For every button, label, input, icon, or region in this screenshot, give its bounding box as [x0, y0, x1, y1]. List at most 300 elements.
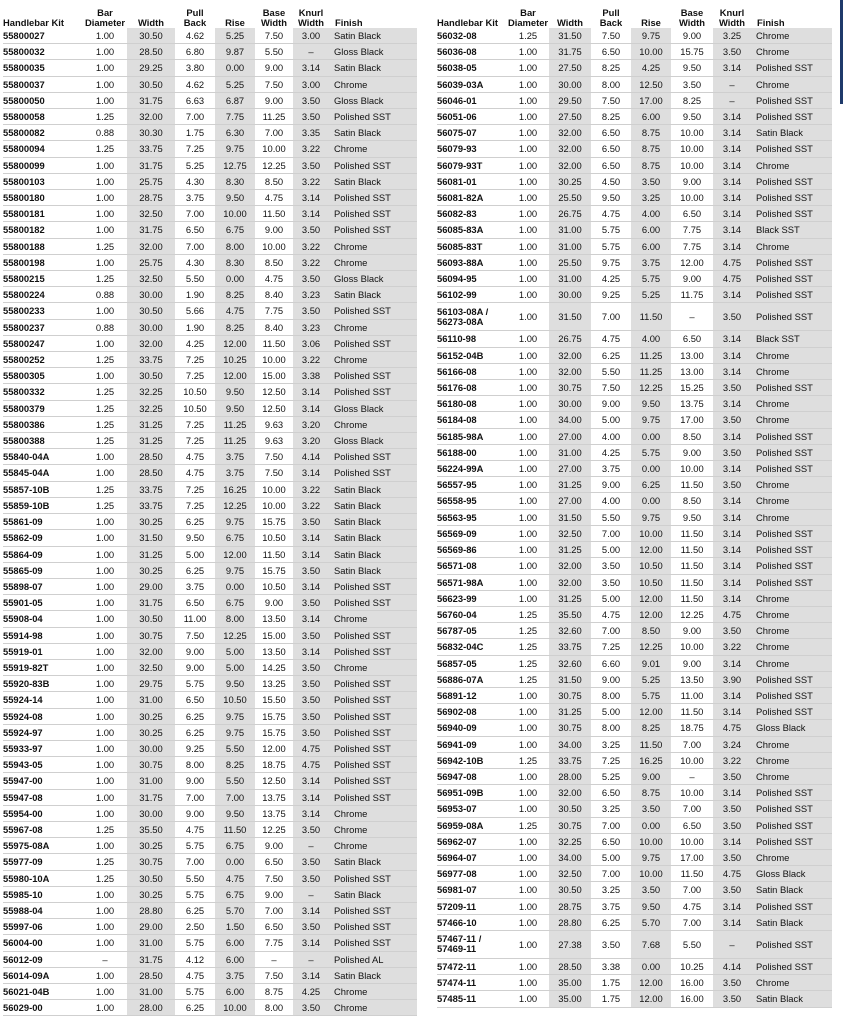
cell-pull-back: 6.50 [591, 141, 631, 157]
cell-width: 33.75 [549, 752, 591, 768]
cell-width: 30.50 [127, 870, 175, 886]
cell-rise: 10.50 [631, 574, 671, 590]
cell-finish: Polished SST [751, 380, 832, 396]
cell-bar-diameter: 1.25 [83, 271, 127, 287]
cell-kit: 55980-10A [3, 870, 83, 886]
cell-width: 31.75 [127, 157, 175, 173]
cell-base-width: 7.75 [255, 303, 293, 319]
cell-kit: 55800182 [3, 222, 83, 238]
cell-knurl-width: 3.50 [713, 768, 751, 784]
cell-width: 32.00 [549, 125, 591, 141]
cell-finish: Chrome [751, 623, 832, 639]
cell-kit: 56569-86 [437, 542, 507, 558]
cell-rise: 12.25 [215, 627, 255, 643]
table-row [3, 902, 417, 918]
cell-knurl-width: 3.00 [293, 28, 329, 44]
cell-finish: Chrome [751, 238, 832, 254]
cell-knurl-width: 3.50 [293, 708, 329, 724]
table-row [437, 477, 832, 493]
cell-finish: Gloss Black [329, 433, 417, 449]
cell-rise: 11.50 [215, 821, 255, 837]
cell-base-width: 9.63 [255, 433, 293, 449]
cell-pull-back: 5.50 [175, 271, 215, 287]
cell-knurl-width: 3.14 [293, 611, 329, 627]
cell-finish: Polished SST [751, 428, 832, 444]
cell-width: 26.75 [549, 206, 591, 222]
cell-width: 30.25 [127, 838, 175, 854]
cell-bar-diameter: 1.00 [507, 173, 549, 189]
cell-rise: 9.00 [631, 768, 671, 784]
cell-knurl-width: 3.38 [293, 368, 329, 384]
cell-kit: 55975-08A [3, 838, 83, 854]
cell-base-width: 10.00 [671, 461, 713, 477]
cell-kit: 56981-07 [437, 882, 507, 898]
cell-finish: Satin Black [329, 967, 417, 983]
table-row [3, 724, 417, 740]
cell-rise: 12.25 [631, 639, 671, 655]
cell-kit: 55947-00 [3, 773, 83, 789]
cell-finish: Satin Black [329, 886, 417, 902]
cell-width: 31.75 [127, 595, 175, 611]
table-row [437, 752, 832, 768]
cell-base-width: 10.00 [255, 141, 293, 157]
cell-rise: 9.87 [215, 44, 255, 60]
cell-width: 31.00 [127, 983, 175, 999]
cell-bar-diameter: 1.00 [83, 28, 127, 44]
cell-bar-diameter: 1.00 [83, 983, 127, 999]
cell-width: 33.75 [127, 141, 175, 157]
cell-finish: Polished SST [329, 303, 417, 319]
cell-bar-diameter: 1.00 [83, 190, 127, 206]
cell-rise: 6.00 [631, 238, 671, 254]
cell-width: 30.50 [127, 611, 175, 627]
cell-knurl-width: – [293, 838, 329, 854]
cell-width: 27.38 [549, 930, 591, 958]
cell-bar-diameter: 1.00 [507, 141, 549, 157]
cell-knurl-width: 3.50 [293, 919, 329, 935]
cell-width: 31.25 [549, 704, 591, 720]
cell-bar-diameter: 1.00 [83, 92, 127, 108]
cell-base-width: 11.50 [671, 590, 713, 606]
cell-bar-diameter: 1.25 [83, 481, 127, 497]
cell-finish: Chrome [751, 347, 832, 363]
cell-pull-back: 7.25 [591, 639, 631, 655]
cell-knurl-width: 3.14 [293, 60, 329, 76]
table-row [437, 60, 832, 76]
cell-kit: 56977-08 [437, 866, 507, 882]
cell-kit: 55943-05 [3, 757, 83, 773]
cell-rise: 3.25 [631, 190, 671, 206]
cell-finish: Satin Black [329, 28, 417, 44]
table-row [3, 125, 417, 141]
cell-pull-back: 5.75 [591, 238, 631, 254]
cell-kit: 56166-08 [437, 363, 507, 379]
cell-finish: Polished SST [751, 444, 832, 460]
cell-width: 30.75 [127, 854, 175, 870]
cell-base-width: 7.00 [671, 736, 713, 752]
cell-finish: Chrome [751, 768, 832, 784]
cell-knurl-width: 3.50 [293, 659, 329, 675]
cell-knurl-width: 3.14 [713, 60, 751, 76]
cell-bar-diameter: 1.00 [83, 514, 127, 530]
col-header-rise: Rise [225, 17, 245, 28]
cell-kit: 56951-09B [437, 785, 507, 801]
cell-kit: 56085-83T [437, 238, 507, 254]
cell-pull-back: 7.25 [175, 481, 215, 497]
cell-width: 30.75 [127, 627, 175, 643]
table-row [437, 238, 832, 254]
cell-knurl-width: 3.50 [713, 801, 751, 817]
cell-width: 27.50 [549, 109, 591, 125]
cell-finish: Polished SST [329, 935, 417, 951]
cell-finish: Polished SST [751, 287, 832, 303]
cell-finish: Gloss Black [329, 400, 417, 416]
cell-bar-diameter: 1.00 [83, 44, 127, 60]
cell-width: 32.00 [549, 347, 591, 363]
cell-kit: 56081-82A [437, 190, 507, 206]
cell-rise: 9.50 [215, 676, 255, 692]
cell-width: 32.00 [549, 157, 591, 173]
table-row [3, 692, 417, 708]
cell-base-width: 12.50 [255, 384, 293, 400]
cell-base-width: 11.50 [671, 866, 713, 882]
cell-finish: Polished SST [329, 157, 417, 173]
cell-width: 30.25 [549, 173, 591, 189]
cell-rise: 8.75 [631, 125, 671, 141]
cell-bar-diameter: 1.00 [83, 773, 127, 789]
table-row [3, 271, 417, 287]
cell-bar-diameter: 1.00 [507, 125, 549, 141]
cell-pull-back: 5.75 [175, 983, 215, 999]
cell-finish: Gloss Black [329, 44, 417, 60]
cell-pull-back: 5.25 [591, 768, 631, 784]
cell-width: 30.00 [127, 319, 175, 335]
table-row [437, 606, 832, 622]
cell-finish: Satin Black [329, 60, 417, 76]
table-row [437, 736, 832, 752]
cell-finish: Satin Black [751, 914, 832, 930]
cell-pull-back: 9.00 [591, 477, 631, 493]
cell-width: 35.00 [549, 975, 591, 991]
cell-rise: 5.75 [631, 687, 671, 703]
cell-knurl-width: 3.22 [293, 254, 329, 270]
cell-knurl-width: 3.14 [713, 363, 751, 379]
cell-width: 27.00 [549, 493, 591, 509]
cell-bar-diameter: 1.00 [507, 509, 549, 525]
cell-rise: 1.50 [215, 919, 255, 935]
cell-base-width: 10.00 [671, 639, 713, 655]
cell-base-width: 15.75 [255, 724, 293, 740]
cell-bar-diameter: 1.25 [507, 817, 549, 833]
table-header-row [437, 6, 832, 28]
cell-pull-back: 8.25 [591, 60, 631, 76]
cell-width: 31.00 [127, 773, 175, 789]
cell-rise: 9.75 [631, 849, 671, 865]
cell-rise: 10.50 [631, 558, 671, 574]
cell-base-width: 4.75 [255, 271, 293, 287]
cell-pull-back: 5.00 [175, 546, 215, 562]
cell-bar-diameter: 1.00 [507, 930, 549, 958]
cell-base-width: 16.00 [671, 991, 713, 1007]
cell-width: 25.50 [549, 254, 591, 270]
table-row [437, 380, 832, 396]
cell-knurl-width: 3.06 [293, 335, 329, 351]
cell-knurl-width: 3.14 [713, 141, 751, 157]
cell-rise: 10.25 [215, 352, 255, 368]
table-row [3, 740, 417, 756]
cell-knurl-width: 3.14 [713, 109, 751, 125]
cell-knurl-width: 4.75 [713, 606, 751, 622]
cell-knurl-width: 3.14 [713, 525, 751, 541]
cell-bar-diameter: 0.88 [83, 287, 127, 303]
cell-pull-back: 6.25 [591, 347, 631, 363]
table-row [437, 493, 832, 509]
cell-base-width: 7.00 [255, 902, 293, 918]
cell-finish: Gloss Black [751, 866, 832, 882]
cell-pull-back: 4.75 [175, 449, 215, 465]
cell-rise: 9.50 [631, 396, 671, 412]
cell-base-width: 13.75 [255, 805, 293, 821]
cell-knurl-width: 4.75 [713, 271, 751, 287]
table-row [437, 254, 832, 270]
cell-finish: Polished SST [329, 870, 417, 886]
table-row [437, 141, 832, 157]
cell-rise: 4.00 [631, 206, 671, 222]
cell-base-width: 7.00 [671, 882, 713, 898]
cell-width: 30.50 [549, 801, 591, 817]
cell-kit: 55920-83B [3, 676, 83, 692]
cell-knurl-width: 3.50 [293, 724, 329, 740]
cell-pull-back: 6.25 [175, 724, 215, 740]
cell-finish: Satin Black [751, 125, 832, 141]
cell-width: 31.25 [127, 546, 175, 562]
cell-finish: Polished SST [751, 303, 832, 331]
cell-knurl-width: 3.14 [713, 347, 751, 363]
cell-width: 29.50 [549, 92, 591, 108]
cell-base-width: 9.00 [255, 60, 293, 76]
cell-kit: 55924-08 [3, 708, 83, 724]
cell-bar-diameter: 1.00 [507, 558, 549, 574]
cell-rise: 5.70 [631, 914, 671, 930]
cell-bar-diameter: 1.25 [83, 821, 127, 837]
cell-kit: 56947-08 [437, 768, 507, 784]
cell-pull-back: 5.75 [175, 838, 215, 854]
cell-finish: Chrome [751, 396, 832, 412]
table-row [437, 704, 832, 720]
col-header-pull-back: Pull Back [599, 7, 623, 28]
cell-base-width: 9.00 [671, 623, 713, 639]
cell-knurl-width: 3.50 [293, 821, 329, 837]
cell-pull-back: 9.75 [591, 254, 631, 270]
cell-base-width: 11.50 [671, 574, 713, 590]
cell-kit: 56571-98A [437, 574, 507, 590]
cell-kit: 56029-00 [3, 1000, 83, 1016]
cell-knurl-width: 3.14 [713, 590, 751, 606]
table-row [3, 886, 417, 902]
cell-finish: Polished SST [751, 173, 832, 189]
cell-base-width: 8.40 [255, 319, 293, 335]
cell-rise: 6.00 [215, 935, 255, 951]
cell-base-width: 10.00 [671, 752, 713, 768]
cell-base-width: 12.25 [671, 606, 713, 622]
cell-kit: 56558-95 [437, 493, 507, 509]
cell-width: 33.75 [127, 497, 175, 513]
cell-base-width: 15.75 [255, 708, 293, 724]
cell-base-width: 11.75 [671, 287, 713, 303]
cell-finish: Satin Black [329, 125, 417, 141]
cell-finish: Chrome [329, 983, 417, 999]
table-row [437, 671, 832, 687]
cell-finish: Polished SST [751, 254, 832, 270]
cell-rise: 0.00 [215, 60, 255, 76]
cell-pull-back: 11.00 [175, 611, 215, 627]
cell-finish: Chrome [751, 76, 832, 92]
table-row [3, 60, 417, 76]
cell-rise: 0.00 [631, 461, 671, 477]
cell-base-width: 17.00 [671, 849, 713, 865]
cell-rise: 5.70 [215, 902, 255, 918]
cell-bar-diameter: 1.00 [507, 190, 549, 206]
table-row [3, 1000, 417, 1016]
cell-finish: Polished SST [329, 578, 417, 594]
cell-width: 31.00 [549, 271, 591, 287]
cell-rise: 9.50 [215, 190, 255, 206]
cell-bar-diameter: 1.00 [83, 222, 127, 238]
cell-base-width: 15.75 [671, 44, 713, 60]
cell-base-width: 12.50 [255, 773, 293, 789]
cell-finish: Polished SST [329, 740, 417, 756]
cell-rise: 10.00 [631, 833, 671, 849]
cell-rise: 3.75 [215, 967, 255, 983]
cell-bar-diameter: 1.00 [83, 740, 127, 756]
table-row [3, 303, 417, 319]
cell-rise: 6.00 [215, 983, 255, 999]
table-row [3, 838, 417, 854]
cell-kit: 55800388 [3, 433, 83, 449]
cell-knurl-width: 3.23 [293, 287, 329, 303]
cell-base-width: 9.50 [671, 60, 713, 76]
cell-base-width: 9.00 [255, 838, 293, 854]
cell-rise: 9.50 [215, 805, 255, 821]
cell-kit: 57466-10 [437, 914, 507, 930]
cell-pull-back: 9.00 [591, 396, 631, 412]
cell-width: 29.00 [127, 578, 175, 594]
cell-base-width: 4.75 [255, 190, 293, 206]
cell-bar-diameter: 1.00 [507, 254, 549, 270]
cell-width: 30.75 [549, 380, 591, 396]
cell-kit: 56940-09 [437, 720, 507, 736]
cell-bar-diameter: 1.25 [507, 28, 549, 44]
cell-rise: 12.25 [631, 380, 671, 396]
cell-bar-diameter: 1.00 [83, 708, 127, 724]
cell-pull-back: 5.00 [591, 590, 631, 606]
cell-width: 33.75 [127, 481, 175, 497]
cell-bar-diameter: 1.00 [507, 477, 549, 493]
cell-rise: 4.75 [215, 870, 255, 886]
cell-width: 32.00 [127, 643, 175, 659]
table-row [3, 546, 417, 562]
table-row [3, 676, 417, 692]
cell-bar-diameter: 1.00 [507, 363, 549, 379]
cell-bar-diameter: 0.88 [83, 125, 127, 141]
cell-kit: 55800032 [3, 44, 83, 60]
cell-kit: 56004-00 [3, 935, 83, 951]
cell-pull-back: 6.50 [591, 157, 631, 173]
cell-knurl-width: 3.50 [713, 975, 751, 991]
cell-pull-back: 3.80 [175, 60, 215, 76]
cell-width: 31.75 [127, 789, 175, 805]
cell-width: 31.75 [127, 222, 175, 238]
table-row [3, 433, 417, 449]
cell-kit: 56760-04 [437, 606, 507, 622]
cell-rise: 0.00 [631, 958, 671, 974]
cell-knurl-width: 4.14 [713, 958, 751, 974]
cell-knurl-width: 3.14 [713, 396, 751, 412]
cell-finish: Polished SST [329, 757, 417, 773]
cell-bar-diameter: 1.00 [83, 368, 127, 384]
table-row [437, 898, 832, 914]
cell-width: 28.80 [549, 914, 591, 930]
cell-knurl-width: – [713, 930, 751, 958]
cell-pull-back: 4.75 [591, 331, 631, 347]
cell-finish: Polished SST [751, 525, 832, 541]
cell-knurl-width: 3.50 [713, 817, 751, 833]
cell-finish: Polished SST [751, 558, 832, 574]
table-row [437, 655, 832, 671]
cell-pull-back: 4.00 [591, 493, 631, 509]
cell-knurl-width: 3.20 [293, 433, 329, 449]
cell-kit: 56110-98 [437, 331, 507, 347]
col-header-bar-diameter: Bar Diameter [507, 7, 549, 28]
cell-finish: Satin Black [751, 882, 832, 898]
col-header-base-width: Base Width [261, 7, 287, 28]
cell-pull-back: 4.75 [175, 465, 215, 481]
cell-bar-diameter: 1.00 [507, 222, 549, 238]
cell-knurl-width: 3.50 [713, 380, 751, 396]
cell-rise: 6.30 [215, 125, 255, 141]
cell-width: 31.50 [549, 303, 591, 331]
cell-pull-back: 4.25 [175, 335, 215, 351]
cell-finish: Black SST [751, 222, 832, 238]
cell-width: 33.75 [127, 352, 175, 368]
table-row [437, 720, 832, 736]
table-row [437, 930, 832, 958]
cell-base-width: 9.00 [255, 222, 293, 238]
cell-bar-diameter: 1.00 [507, 412, 549, 428]
cell-kit: 55800379 [3, 400, 83, 416]
cell-width: 28.80 [127, 902, 175, 918]
cell-bar-diameter: 1.25 [83, 352, 127, 368]
table-row [3, 465, 417, 481]
cell-base-width: 9.00 [255, 886, 293, 902]
cell-kit: 56941-09 [437, 736, 507, 752]
cell-base-width: 11.25 [255, 109, 293, 125]
cell-knurl-width: 3.14 [713, 833, 751, 849]
cell-pull-back: 5.50 [591, 509, 631, 525]
cell-kit: 55800103 [3, 173, 83, 189]
table-row [437, 44, 832, 60]
cell-kit: 55845-04A [3, 465, 83, 481]
cell-kit: 56891-12 [437, 687, 507, 703]
table-row [3, 805, 417, 821]
cell-rise: 9.75 [215, 708, 255, 724]
cell-rise: 5.25 [631, 287, 671, 303]
table-row [3, 789, 417, 805]
table-row [437, 849, 832, 865]
table-row [437, 785, 832, 801]
cell-rise: 12.00 [631, 542, 671, 558]
cell-kit: 55800332 [3, 384, 83, 400]
